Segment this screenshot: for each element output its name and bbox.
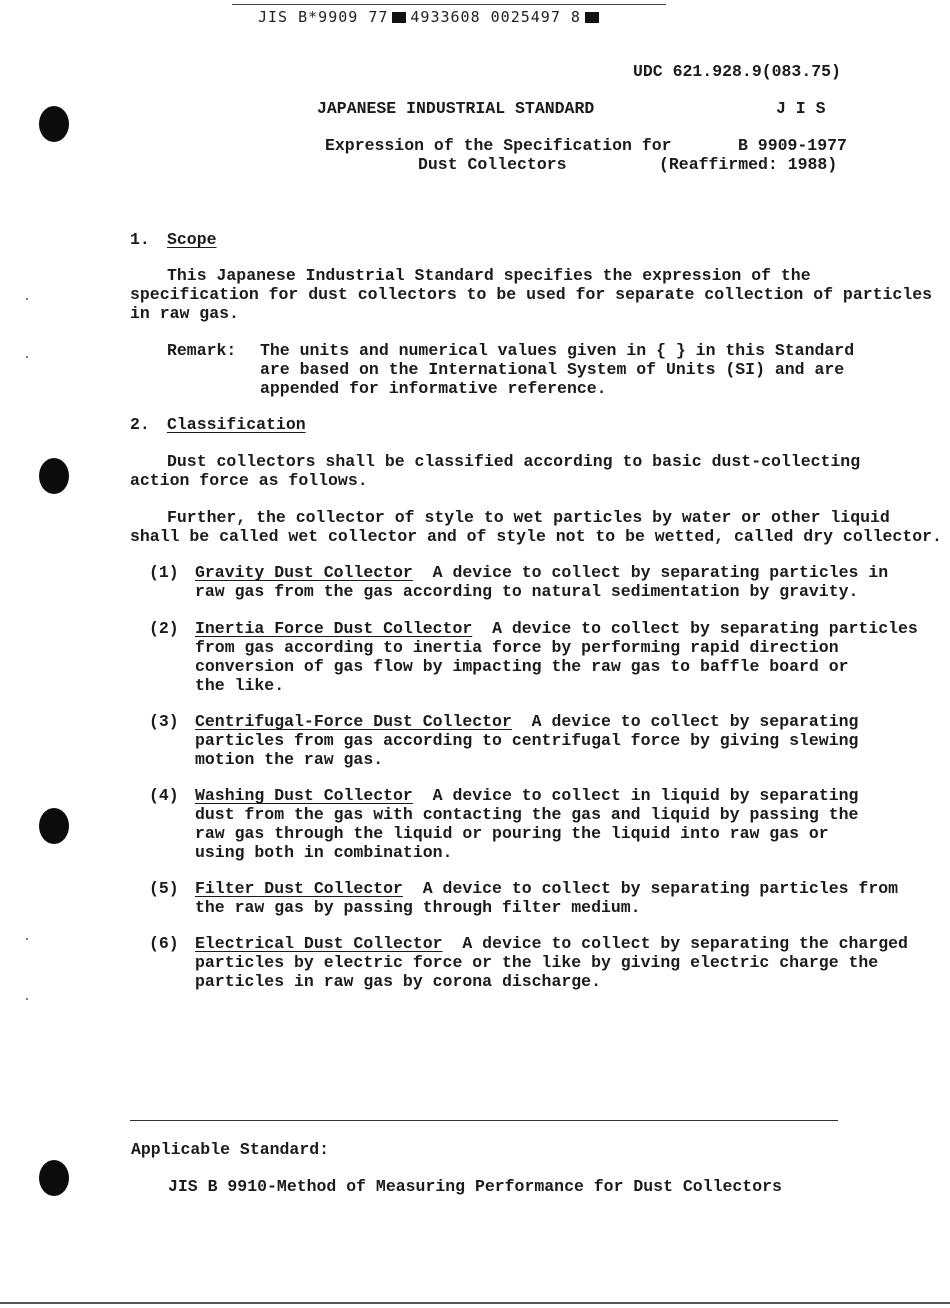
item-4-line-2: dust from the gas with contacting the gas and liquid by passing the: [195, 805, 859, 824]
binder-hole: [39, 106, 69, 142]
item-2-rest: A device to collect by separating particles: [492, 619, 918, 638]
item-4-line-4: using both in combination.: [195, 843, 453, 862]
item-4-first-line: [195, 786, 858, 805]
item-1-first-line: [195, 563, 888, 582]
item-2-line-2: from gas according to inertia force by performing rapid direction: [195, 638, 839, 657]
scan-speck: [26, 998, 28, 1000]
item-1-term: Gravity Dust Collector: [195, 563, 413, 582]
classification-para1-line1: Dust collectors shall be classified according to basic dust-collecting: [167, 452, 861, 471]
item-2-number: (2): [149, 619, 179, 638]
item-6-term: Electrical Dust Collector: [195, 934, 443, 953]
document-code-line: [258, 8, 603, 26]
code-left: JIS B*9909 77: [258, 8, 389, 26]
section-2-number: 2.: [130, 415, 150, 434]
remark-line-3: appended for informative reference.: [260, 379, 607, 398]
item-4-line-3: raw gas through the liquid or pouring the liquid into raw gas or: [195, 824, 829, 843]
item-2-first-line: [195, 619, 918, 638]
section-1-number: 1.: [130, 230, 150, 249]
item-2-line-3: conversion of gas flow by impacting the raw gas to baffle board or: [195, 657, 849, 676]
scope-line-3: in raw gas.: [130, 304, 239, 323]
jis-label: J I S: [776, 99, 826, 118]
item-4-term: Washing Dust Collector: [195, 786, 413, 805]
title-line-1: Expression of the Specification for: [325, 136, 672, 155]
scope-line-2: specification for dust collectors to be used for separate collection of particles: [130, 285, 933, 304]
udc-number: UDC 621.928.9(083.75): [633, 62, 841, 81]
item-3-rest: A device to collect by separating: [531, 712, 859, 731]
remark-line-1: The units and numerical values given in { } in this Standard: [260, 341, 855, 360]
item-4-number: (4): [149, 786, 179, 805]
classification-para2-line1: Further, the collector of style to wet particles by water or other liquid: [167, 508, 890, 527]
applicable-standard-ref: JIS B 9910-Method of Measuring Performance for Dust Collectors: [168, 1177, 782, 1196]
item-5-line-2: the raw gas by passing through filter medium.: [195, 898, 641, 917]
binder-hole: [39, 458, 69, 494]
footer-rule: [130, 1120, 838, 1121]
scan-speck: [26, 938, 28, 940]
scan-speck: [26, 356, 28, 358]
item-2-term: Inertia Force Dust Collector: [195, 619, 473, 638]
section-1-heading: Scope: [167, 230, 217, 249]
standard-org: JAPANESE INDUSTRIAL STANDARD: [317, 99, 595, 118]
item-3-line-2: particles from gas according to centrifugal force by giving slewing: [195, 731, 859, 750]
item-3-first-line: [195, 712, 858, 731]
item-1-number: (1): [149, 563, 179, 582]
header-top-rule: [232, 4, 666, 5]
item-6-line-2: particles by electric force or the like by giving electric charge the: [195, 953, 879, 972]
classification-para1-line2: action force as follows.: [130, 471, 368, 490]
scope-line-1: This Japanese Industrial Standard specifies the expression of the: [167, 266, 811, 285]
item-6-rest: A device to collect by separating the charged: [462, 934, 908, 953]
standard-number: B 9909-1977: [738, 136, 847, 155]
item-5-number: (5): [149, 879, 179, 898]
item-6-number: (6): [149, 934, 179, 953]
reaffirmed-date: (Reaffirmed: 1988): [659, 155, 838, 174]
page-bottom-edge: [0, 1302, 950, 1304]
section-2-heading: Classification: [167, 415, 306, 434]
item-6-first-line: [195, 934, 908, 953]
classification-para2-line2: shall be called wet collector and of style not to be wetted, called dry collector.: [130, 527, 942, 546]
redaction-block: [392, 12, 406, 23]
item-3-term: Centrifugal-Force Dust Collector: [195, 712, 512, 731]
item-3-line-3: motion the raw gas.: [195, 750, 384, 769]
redaction-block: [585, 12, 599, 23]
binder-hole: [39, 808, 69, 844]
item-5-rest: A device to collect by separating particles from: [422, 879, 899, 898]
item-3-number: (3): [149, 712, 179, 731]
remark-line-2: are based on the International System of Units (SI) and are: [260, 360, 845, 379]
scan-speck: [26, 298, 28, 300]
item-2-line-4: the like.: [195, 676, 285, 695]
item-5-term: Filter Dust Collector: [195, 879, 403, 898]
code-mid: 4933608 0025497 8: [410, 8, 581, 26]
item-1-rest: A device to collect by separating particles in: [432, 563, 889, 582]
title-line-2: Dust Collectors: [418, 155, 567, 174]
item-5-first-line: [195, 879, 898, 898]
item-1-line-2: raw gas from the gas according to natural sedimentation by gravity.: [195, 582, 859, 601]
remark-label: Remark:: [167, 341, 237, 360]
binder-hole: [39, 1160, 69, 1196]
applicable-standard-label: Applicable Standard:: [131, 1140, 330, 1159]
item-6-line-3: particles in raw gas by corona discharge.: [195, 972, 601, 991]
item-4-rest: A device to collect in liquid by separating: [432, 786, 859, 805]
